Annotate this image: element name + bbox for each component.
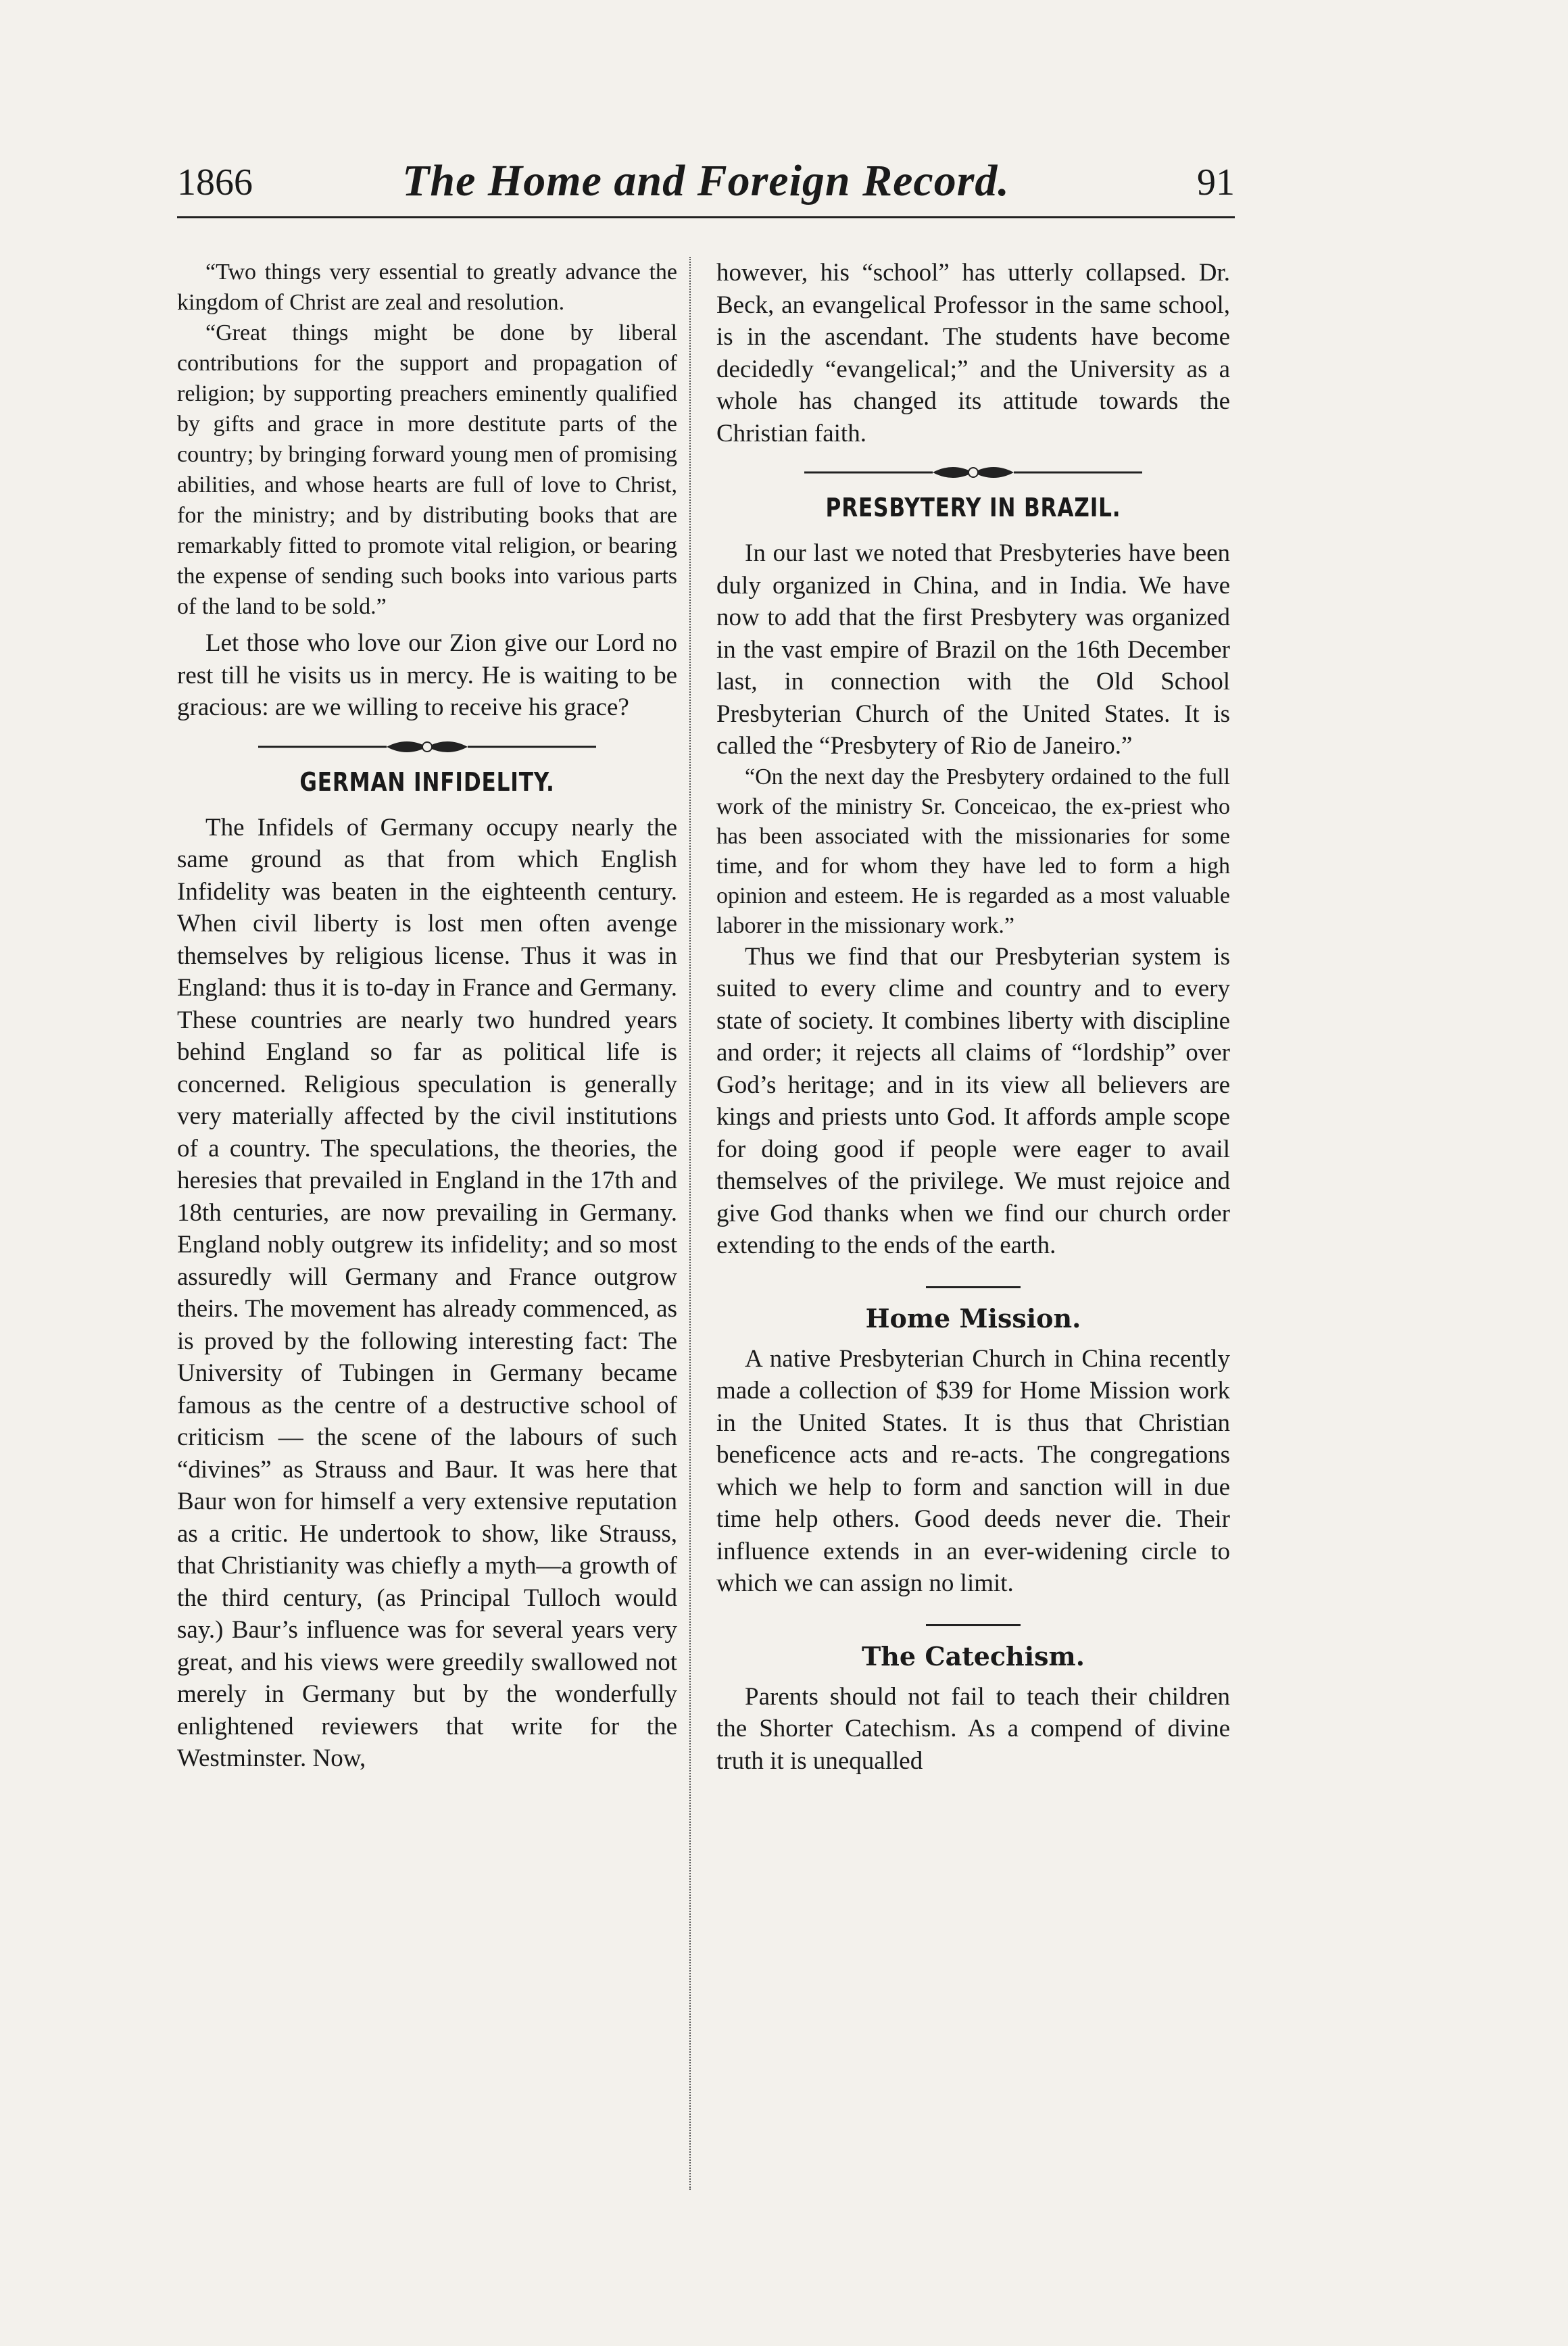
header-page-number: 91: [1197, 162, 1235, 203]
header-title: The Home and Foreign Record.: [402, 156, 1010, 205]
german-infidelity-continuation: however, his “school” has utterly collapsed. Dr. Beck, an evangelical Professor in the same school, is in the ascendant. The students have become decidedly “evangelical;” and the University as a whole has changed its attitude towards the Christian faith.: [716, 259, 1230, 447]
catechism-heading: The Catechism.: [862, 1640, 1085, 1671]
closing-paragraph: Let those who love our Zion give our Lord no rest till he visits us in mercy. He is waiting to be gracious: are we willing to receive his grace?: [177, 629, 677, 721]
short-divider-rule: [926, 1624, 1021, 1626]
header-year: 1866: [177, 162, 253, 203]
brazil-paragraph-1: In our last we noted that Presbyteries have been duly organized in China, and in India. We have now to add that the first Presbytery was organized in the vast empire of Brazil on the 16th December last, in connection with the Old School Presbyterian Church of the United States. It is called the “Presbytery of Rio de Janeiro.”: [716, 539, 1230, 760]
column-divider: [689, 257, 691, 2190]
home-mission-heading: Home Mission.: [865, 1302, 1081, 1334]
catechism-body: Parents should not fail to teach their children the Shorter Catechism. As a compend of divine truth it is unequalled: [716, 1682, 1230, 1775]
right-column: [716, 257, 1230, 2203]
home-mission-body: A native Presbyterian Church in China recently made a collection of $39 for Home Mission work in the United States. It is thus that Christian beneficence acts and re-acts. The congregations which we help to form and sanction will in due time help others. Good deeds never die. Their influence extends in an ever-widening circle to which we can assign no limit.: [716, 1344, 1230, 1597]
german-infidelity-body: The Infidels of Germany occupy nearly the same ground as that from which English Infidelity was beaten in the eighteenth century. When civil liberty is lost men often avenge themselves by religious license. Thus it was in England: thus it is to-day in France and Germany. These countries are nearly two hundred years behind England so far as political life is concerned. Religious speculation is generally very materially affected by the civil institutions of a country. The speculations, the theories, the heresies that prevailed in England in the 17th and 18th centuries, are now prevailing in Germany. England nobly outgrew its infidelity; and so most assuredly will Germany and France outgrow theirs. The movement has already commenced, as is proved by the following interesting fact: The University of Tubingen in Germany became famous as the centre of a destructive school of criticism — the scene of the labours of such “divines” as Strauss and Baur. It was here that Baur won for himself a very extensive reputation as a critic. He undertook to show, like Strauss, that Christianity was chiefly a myth—a growth of the third century, (as Principal Tulloch would say.) Baur’s influence was for several years very great, and his views were greedily swallowed not merely in Germany but by the wonderfully enlightened reviewers that write for the Westminster. Now,: [177, 813, 677, 1772]
brazil-paragraph-2: “On the next day the Presbytery ordained to the full work of the ministry Sr. Conceicao, the ex-priest who has been associated with the missionaries for some time, and for whom they have led to form a high opinion and esteem. He is regarded as a most valuable laborer in the missionary work.”: [716, 764, 1230, 938]
left-column: [177, 257, 677, 2203]
section-divider-ornament: [798, 459, 1149, 486]
short-divider-rule: [926, 1286, 1021, 1288]
presbytery-brazil-heading: PRESBYTERY IN BRAZIL.: [825, 493, 1121, 522]
running-header: [177, 149, 1235, 218]
brazil-paragraph-3: Thus we find that our Presbyterian system is suited to every clime and country and to every state of society. It combines liberty with discipline and order; it rejects all claims of “lordship” over God’s heritage; and in its view all believers are kings and priests unto God. It affords ample scope for doing good if people were eager to avail themselves of the privilege. We must rejoice and give God thanks when we find our church order extending to the ends of the earth.: [716, 942, 1230, 1259]
section-divider-ornament: [251, 733, 603, 760]
german-infidelity-heading: GERMAN INFIDELITY.: [299, 766, 555, 797]
quote-paragraph-1: “Two things very essential to greatly advance the kingdom of Christ are zeal and resolution.: [177, 260, 677, 315]
quote-paragraph-2: “Great things might be done by liberal contributions for the support and propagation of religion; by supporting preachers eminently qualified by gifts and grace in more destitute parts of the country; by bringing forward young men of promising abilities, and whose hearts are full of love to Christ, for the ministry; and by distributing books that are remarkably fitted to promote vital religion, or bearing the expense of sending such books into various parts of the land to be sold.”: [177, 320, 677, 619]
